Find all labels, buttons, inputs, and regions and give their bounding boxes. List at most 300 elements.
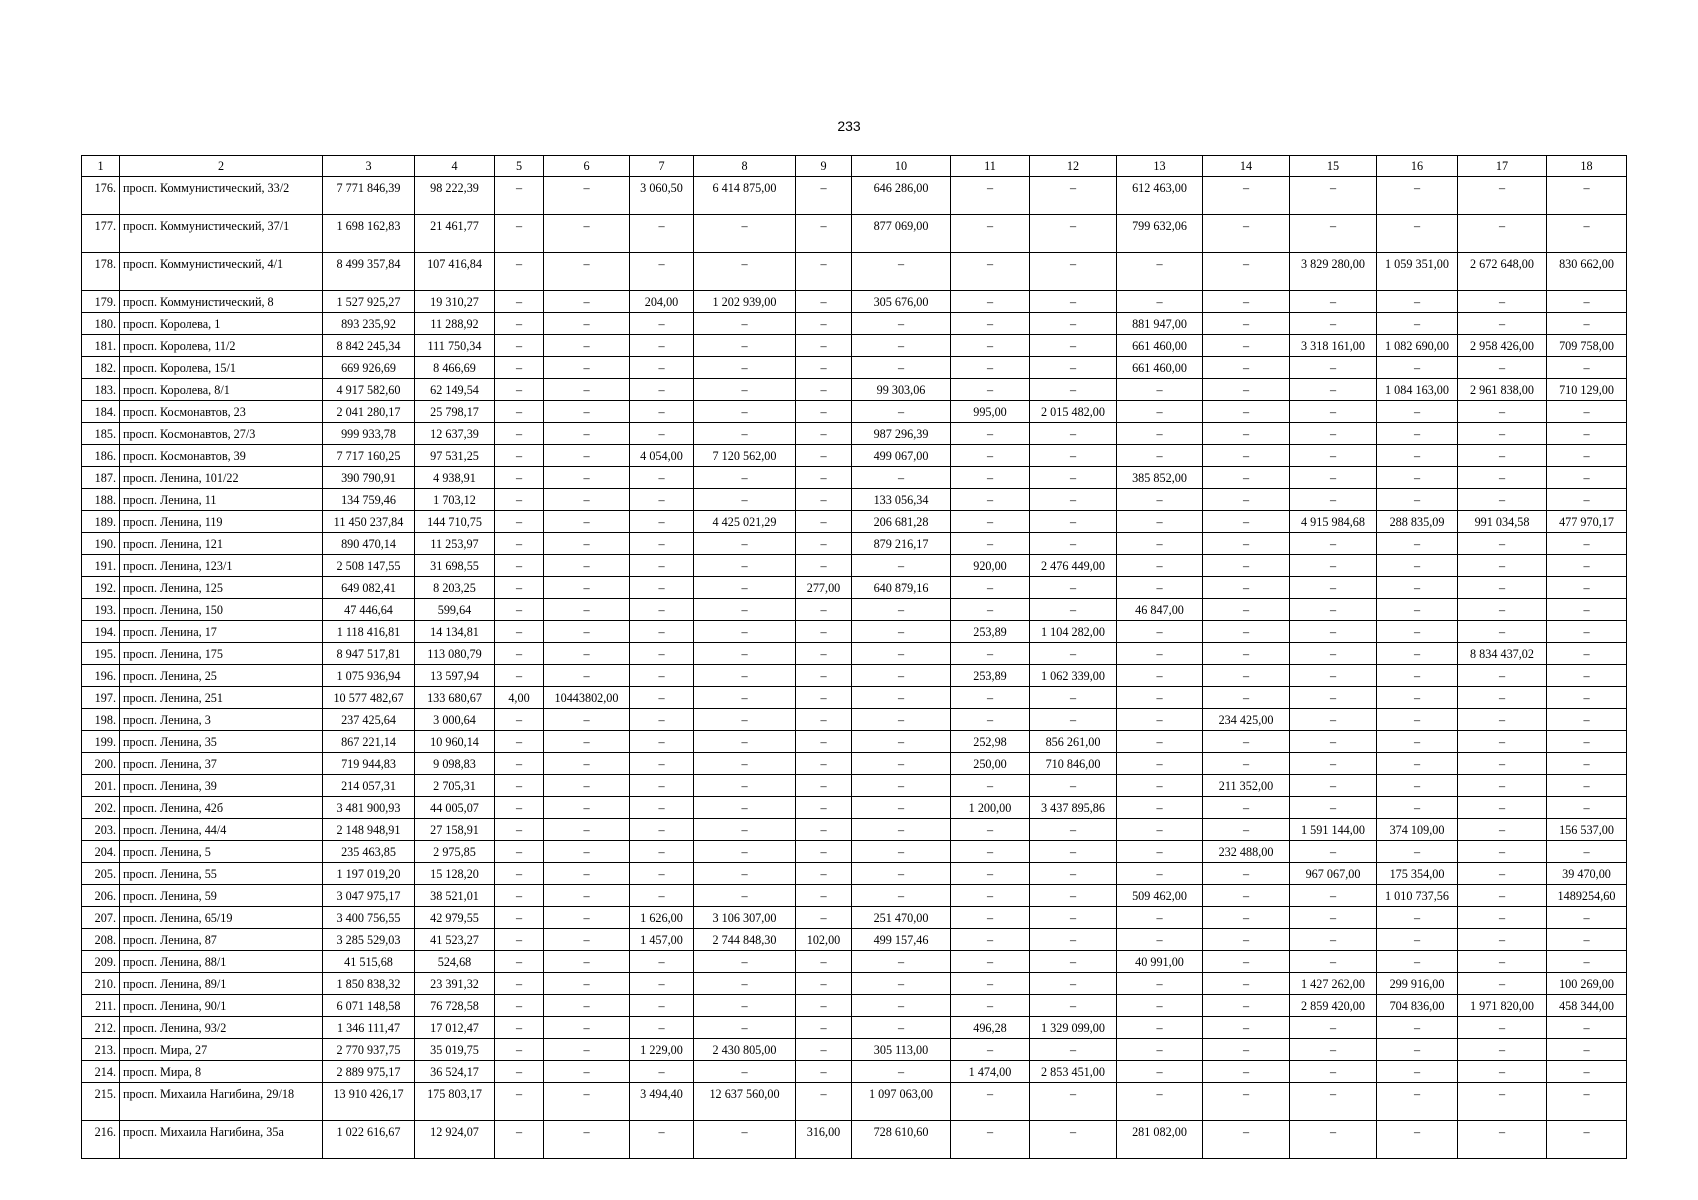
- empty-value-cell: –: [796, 841, 852, 863]
- empty-value-cell: –: [1030, 599, 1117, 621]
- address-cell: просп. Ленина, 101/22: [120, 467, 323, 489]
- empty-value-cell: –: [1030, 775, 1117, 797]
- address-cell: просп. Михаила Нагибина, 35а: [120, 1121, 323, 1159]
- row-number: 210.: [82, 973, 120, 995]
- empty-value-cell: –: [951, 929, 1030, 951]
- column-header-15: 15: [1290, 156, 1377, 177]
- column-header-12: 12: [1030, 156, 1117, 177]
- empty-value-cell: –: [495, 841, 544, 863]
- empty-value-cell: –: [495, 291, 544, 313]
- address-cell: просп. Ленина, 87: [120, 929, 323, 951]
- empty-value-cell: –: [495, 379, 544, 401]
- empty-value-cell: –: [1290, 313, 1377, 335]
- empty-value-cell: –: [1117, 533, 1203, 555]
- empty-value-cell: –: [1203, 489, 1290, 511]
- table-row: [82, 951, 1627, 973]
- value-cell: 39 470,00: [1547, 863, 1627, 885]
- value-cell: 13 910 426,17: [323, 1083, 415, 1121]
- empty-value-cell: –: [1030, 489, 1117, 511]
- empty-value-cell: –: [495, 577, 544, 599]
- empty-value-cell: –: [1458, 291, 1547, 313]
- value-cell: 2 961 838,00: [1458, 379, 1547, 401]
- empty-value-cell: –: [796, 445, 852, 467]
- empty-value-cell: –: [796, 709, 852, 731]
- empty-value-cell: –: [951, 775, 1030, 797]
- empty-value-cell: –: [1203, 177, 1290, 215]
- empty-value-cell: –: [951, 1083, 1030, 1121]
- row-number: 213.: [82, 1039, 120, 1061]
- value-cell: 704 836,00: [1377, 995, 1458, 1017]
- row-number: 198.: [82, 709, 120, 731]
- value-cell: 42 979,55: [415, 907, 495, 929]
- empty-value-cell: –: [1203, 1039, 1290, 1061]
- empty-value-cell: –: [796, 357, 852, 379]
- empty-value-cell: –: [1203, 253, 1290, 291]
- header-row: [82, 156, 1627, 177]
- empty-value-cell: –: [630, 467, 694, 489]
- empty-value-cell: –: [1458, 599, 1547, 621]
- empty-value-cell: –: [852, 467, 951, 489]
- empty-value-cell: –: [1458, 709, 1547, 731]
- value-cell: 661 460,00: [1117, 357, 1203, 379]
- column-header-11: 11: [951, 156, 1030, 177]
- value-cell: 316,00: [796, 1121, 852, 1159]
- empty-value-cell: –: [495, 1121, 544, 1159]
- empty-value-cell: –: [1377, 1039, 1458, 1061]
- empty-value-cell: –: [495, 489, 544, 511]
- value-cell: 25 798,17: [415, 401, 495, 423]
- empty-value-cell: –: [951, 973, 1030, 995]
- address-cell: просп. Ленина, 65/19: [120, 907, 323, 929]
- value-cell: 2 148 948,91: [323, 819, 415, 841]
- value-cell: 234 425,00: [1203, 709, 1290, 731]
- empty-value-cell: –: [1547, 797, 1627, 819]
- value-cell: 3 481 900,93: [323, 797, 415, 819]
- empty-value-cell: –: [1117, 555, 1203, 577]
- empty-value-cell: –: [1290, 215, 1377, 253]
- empty-value-cell: –: [1117, 489, 1203, 511]
- empty-value-cell: –: [951, 379, 1030, 401]
- empty-value-cell: –: [1377, 445, 1458, 467]
- address-cell: просп. Ленина, 123/1: [120, 555, 323, 577]
- row-number: 212.: [82, 1017, 120, 1039]
- value-cell: 1489254,60: [1547, 885, 1627, 907]
- empty-value-cell: –: [1290, 489, 1377, 511]
- table-row: [82, 511, 1627, 533]
- value-cell: 206 681,28: [852, 511, 951, 533]
- row-number: 193.: [82, 599, 120, 621]
- column-header-4: 4: [415, 156, 495, 177]
- value-cell: 1 229,00: [630, 1039, 694, 1061]
- row-number: 203.: [82, 819, 120, 841]
- value-cell: 640 879,16: [852, 577, 951, 599]
- empty-value-cell: –: [544, 335, 630, 357]
- row-number: 202.: [82, 797, 120, 819]
- empty-value-cell: –: [1458, 819, 1547, 841]
- empty-value-cell: –: [1203, 555, 1290, 577]
- value-cell: 509 462,00: [1117, 885, 1203, 907]
- value-cell: 11 450 237,84: [323, 511, 415, 533]
- empty-value-cell: –: [852, 775, 951, 797]
- table-row: [82, 467, 1627, 489]
- empty-value-cell: –: [1547, 687, 1627, 709]
- empty-value-cell: –: [544, 511, 630, 533]
- empty-value-cell: –: [1290, 467, 1377, 489]
- empty-value-cell: –: [1458, 841, 1547, 863]
- empty-value-cell: –: [1290, 731, 1377, 753]
- row-number: 197.: [82, 687, 120, 709]
- value-cell: 799 632,06: [1117, 215, 1203, 253]
- empty-value-cell: –: [796, 753, 852, 775]
- empty-value-cell: –: [1290, 555, 1377, 577]
- empty-value-cell: –: [495, 797, 544, 819]
- row-number: 194.: [82, 621, 120, 643]
- empty-value-cell: –: [1290, 753, 1377, 775]
- value-cell: 156 537,00: [1547, 819, 1627, 841]
- empty-value-cell: –: [1458, 401, 1547, 423]
- value-cell: 277,00: [796, 577, 852, 599]
- empty-value-cell: –: [694, 253, 796, 291]
- empty-value-cell: –: [1377, 1061, 1458, 1083]
- table-row: [82, 797, 1627, 819]
- empty-value-cell: –: [796, 951, 852, 973]
- empty-value-cell: –: [1203, 819, 1290, 841]
- value-cell: 299 916,00: [1377, 973, 1458, 995]
- address-cell: просп. Ленина, 44/4: [120, 819, 323, 841]
- empty-value-cell: –: [1290, 775, 1377, 797]
- empty-value-cell: –: [1547, 753, 1627, 775]
- empty-value-cell: –: [1030, 357, 1117, 379]
- empty-value-cell: –: [1547, 665, 1627, 687]
- empty-value-cell: –: [630, 841, 694, 863]
- table-row: [82, 177, 1627, 215]
- empty-value-cell: –: [1290, 951, 1377, 973]
- empty-value-cell: –: [951, 313, 1030, 335]
- empty-value-cell: –: [1377, 357, 1458, 379]
- empty-value-cell: –: [1547, 907, 1627, 929]
- row-number: 181.: [82, 335, 120, 357]
- address-cell: просп. Космонавтов, 27/3: [120, 423, 323, 445]
- empty-value-cell: –: [1547, 313, 1627, 335]
- value-cell: 612 463,00: [1117, 177, 1203, 215]
- empty-value-cell: –: [1377, 907, 1458, 929]
- address-cell: просп. Ленина, 25: [120, 665, 323, 687]
- address-cell: просп. Коммунистический, 8: [120, 291, 323, 313]
- empty-value-cell: –: [1030, 841, 1117, 863]
- empty-value-cell: –: [852, 643, 951, 665]
- row-number: 188.: [82, 489, 120, 511]
- empty-value-cell: –: [1117, 423, 1203, 445]
- value-cell: 995,00: [951, 401, 1030, 423]
- empty-value-cell: –: [1458, 731, 1547, 753]
- value-cell: 253,89: [951, 665, 1030, 687]
- table-row: [82, 1083, 1627, 1121]
- empty-value-cell: –: [951, 467, 1030, 489]
- empty-value-cell: –: [1203, 1061, 1290, 1083]
- empty-value-cell: –: [694, 797, 796, 819]
- value-cell: 3 318 161,00: [1290, 335, 1377, 357]
- empty-value-cell: –: [1290, 379, 1377, 401]
- empty-value-cell: –: [1377, 951, 1458, 973]
- empty-value-cell: –: [1117, 511, 1203, 533]
- empty-value-cell: –: [1203, 357, 1290, 379]
- column-header-17: 17: [1458, 156, 1547, 177]
- table-row: [82, 841, 1627, 863]
- value-cell: 107 416,84: [415, 253, 495, 291]
- empty-value-cell: –: [1458, 907, 1547, 929]
- empty-value-cell: –: [796, 687, 852, 709]
- table-row: [82, 1039, 1627, 1061]
- value-cell: 10 577 482,67: [323, 687, 415, 709]
- empty-value-cell: –: [694, 731, 796, 753]
- empty-value-cell: –: [1203, 577, 1290, 599]
- row-number: 180.: [82, 313, 120, 335]
- value-cell: 10443802,00: [544, 687, 630, 709]
- value-cell: 175 354,00: [1377, 863, 1458, 885]
- empty-value-cell: –: [1377, 797, 1458, 819]
- empty-value-cell: –: [694, 489, 796, 511]
- empty-value-cell: –: [544, 819, 630, 841]
- empty-value-cell: –: [1290, 1017, 1377, 1039]
- empty-value-cell: –: [852, 401, 951, 423]
- empty-value-cell: –: [544, 863, 630, 885]
- empty-value-cell: –: [1547, 731, 1627, 753]
- empty-value-cell: –: [1547, 1017, 1627, 1039]
- empty-value-cell: –: [1290, 1061, 1377, 1083]
- table-row: [82, 775, 1627, 797]
- empty-value-cell: –: [1203, 215, 1290, 253]
- empty-value-cell: –: [544, 951, 630, 973]
- empty-value-cell: –: [544, 599, 630, 621]
- value-cell: 385 852,00: [1117, 467, 1203, 489]
- value-cell: 881 947,00: [1117, 313, 1203, 335]
- empty-value-cell: –: [694, 709, 796, 731]
- empty-value-cell: –: [1030, 863, 1117, 885]
- table-row: [82, 1017, 1627, 1039]
- empty-value-cell: –: [495, 665, 544, 687]
- empty-value-cell: –: [495, 511, 544, 533]
- empty-value-cell: –: [1458, 313, 1547, 335]
- empty-value-cell: –: [1458, 423, 1547, 445]
- empty-value-cell: –: [544, 215, 630, 253]
- row-number: 184.: [82, 401, 120, 423]
- value-cell: 100 269,00: [1547, 973, 1627, 995]
- value-cell: 1 346 111,47: [323, 1017, 415, 1039]
- column-header-9: 9: [796, 156, 852, 177]
- value-cell: 11 288,92: [415, 313, 495, 335]
- empty-value-cell: –: [694, 1017, 796, 1039]
- empty-value-cell: –: [796, 863, 852, 885]
- empty-value-cell: –: [796, 973, 852, 995]
- value-cell: 9 098,83: [415, 753, 495, 775]
- empty-value-cell: –: [1290, 401, 1377, 423]
- value-cell: 62 149,54: [415, 379, 495, 401]
- empty-value-cell: –: [1458, 621, 1547, 643]
- empty-value-cell: –: [1458, 467, 1547, 489]
- empty-value-cell: –: [1290, 291, 1377, 313]
- empty-value-cell: –: [630, 665, 694, 687]
- empty-value-cell: –: [1547, 423, 1627, 445]
- value-cell: 8 834 437,02: [1458, 643, 1547, 665]
- row-number: 201.: [82, 775, 120, 797]
- value-cell: 36 524,17: [415, 1061, 495, 1083]
- empty-value-cell: –: [1377, 313, 1458, 335]
- empty-value-cell: –: [544, 313, 630, 335]
- empty-value-cell: –: [796, 643, 852, 665]
- empty-value-cell: –: [1458, 177, 1547, 215]
- table-row: [82, 423, 1627, 445]
- empty-value-cell: –: [495, 467, 544, 489]
- empty-value-cell: –: [1030, 819, 1117, 841]
- empty-value-cell: –: [1547, 445, 1627, 467]
- empty-value-cell: –: [630, 379, 694, 401]
- empty-value-cell: –: [495, 177, 544, 215]
- empty-value-cell: –: [1117, 995, 1203, 1017]
- empty-value-cell: –: [1547, 533, 1627, 555]
- empty-value-cell: –: [544, 489, 630, 511]
- empty-value-cell: –: [495, 1061, 544, 1083]
- empty-value-cell: –: [1030, 687, 1117, 709]
- table-row: [82, 687, 1627, 709]
- empty-value-cell: –: [630, 819, 694, 841]
- empty-value-cell: –: [1377, 1083, 1458, 1121]
- address-cell: просп. Ленина, 37: [120, 753, 323, 775]
- address-cell: просп. Ленина, 3: [120, 709, 323, 731]
- empty-value-cell: –: [1117, 797, 1203, 819]
- empty-value-cell: –: [951, 215, 1030, 253]
- table-row: [82, 973, 1627, 995]
- empty-value-cell: –: [1030, 885, 1117, 907]
- table-row: [82, 555, 1627, 577]
- value-cell: 253,89: [951, 621, 1030, 643]
- empty-value-cell: –: [796, 489, 852, 511]
- empty-value-cell: –: [1377, 1017, 1458, 1039]
- value-cell: 3 285 529,03: [323, 929, 415, 951]
- value-cell: 99 303,06: [852, 379, 951, 401]
- empty-value-cell: –: [1203, 687, 1290, 709]
- empty-value-cell: –: [1547, 621, 1627, 643]
- empty-value-cell: –: [1547, 1039, 1627, 1061]
- empty-value-cell: –: [1377, 291, 1458, 313]
- value-cell: 1 062 339,00: [1030, 665, 1117, 687]
- empty-value-cell: –: [1377, 643, 1458, 665]
- empty-value-cell: –: [544, 797, 630, 819]
- table-row: [82, 929, 1627, 951]
- address-cell: просп. Ленина, 11: [120, 489, 323, 511]
- empty-value-cell: –: [852, 995, 951, 1017]
- column-header-3: 3: [323, 156, 415, 177]
- value-cell: 991 034,58: [1458, 511, 1547, 533]
- empty-value-cell: –: [1290, 665, 1377, 687]
- value-cell: 1 329 099,00: [1030, 1017, 1117, 1039]
- value-cell: 8 466,69: [415, 357, 495, 379]
- table-row: [82, 533, 1627, 555]
- empty-value-cell: –: [630, 621, 694, 643]
- value-cell: 98 222,39: [415, 177, 495, 215]
- value-cell: 21 461,77: [415, 215, 495, 253]
- empty-value-cell: –: [495, 445, 544, 467]
- empty-value-cell: –: [852, 951, 951, 973]
- address-cell: просп. Мира, 8: [120, 1061, 323, 1083]
- empty-value-cell: –: [796, 215, 852, 253]
- value-cell: 3 400 756,55: [323, 907, 415, 929]
- empty-value-cell: –: [694, 401, 796, 423]
- empty-value-cell: –: [694, 467, 796, 489]
- empty-value-cell: –: [630, 885, 694, 907]
- address-cell: просп. Ленина, 150: [120, 599, 323, 621]
- value-cell: 2 672 648,00: [1458, 253, 1547, 291]
- value-cell: 1 626,00: [630, 907, 694, 929]
- column-header-18: 18: [1547, 156, 1627, 177]
- empty-value-cell: –: [1117, 621, 1203, 643]
- empty-value-cell: –: [630, 423, 694, 445]
- empty-value-cell: –: [1377, 687, 1458, 709]
- empty-value-cell: –: [544, 253, 630, 291]
- value-cell: 646 286,00: [852, 177, 951, 215]
- empty-value-cell: –: [796, 819, 852, 841]
- table-row: [82, 577, 1627, 599]
- empty-value-cell: –: [852, 555, 951, 577]
- empty-value-cell: –: [630, 599, 694, 621]
- empty-value-cell: –: [1547, 709, 1627, 731]
- table-row: [82, 643, 1627, 665]
- empty-value-cell: –: [495, 863, 544, 885]
- empty-value-cell: –: [796, 291, 852, 313]
- empty-value-cell: –: [1458, 973, 1547, 995]
- address-cell: просп. Ленина, 175: [120, 643, 323, 665]
- empty-value-cell: –: [852, 1017, 951, 1039]
- value-cell: 38 521,01: [415, 885, 495, 907]
- empty-value-cell: –: [1117, 401, 1203, 423]
- empty-value-cell: –: [1547, 1083, 1627, 1121]
- empty-value-cell: –: [1547, 401, 1627, 423]
- empty-value-cell: –: [1458, 775, 1547, 797]
- empty-value-cell: –: [544, 1039, 630, 1061]
- table-row: [82, 253, 1627, 291]
- empty-value-cell: –: [544, 1121, 630, 1159]
- column-header-13: 13: [1117, 156, 1203, 177]
- empty-value-cell: –: [495, 357, 544, 379]
- empty-value-cell: –: [1547, 643, 1627, 665]
- value-cell: 374 109,00: [1377, 819, 1458, 841]
- value-cell: 2 430 805,00: [694, 1039, 796, 1061]
- empty-value-cell: –: [1203, 1017, 1290, 1039]
- value-cell: 3 829 280,00: [1290, 253, 1377, 291]
- empty-value-cell: –: [1458, 1017, 1547, 1039]
- empty-value-cell: –: [495, 819, 544, 841]
- empty-value-cell: –: [1377, 533, 1458, 555]
- value-cell: 830 662,00: [1547, 253, 1627, 291]
- empty-value-cell: –: [796, 775, 852, 797]
- empty-value-cell: –: [951, 445, 1030, 467]
- value-cell: 499 067,00: [852, 445, 951, 467]
- empty-value-cell: –: [495, 1083, 544, 1121]
- empty-value-cell: –: [544, 379, 630, 401]
- empty-value-cell: –: [1547, 929, 1627, 951]
- empty-value-cell: –: [852, 885, 951, 907]
- empty-value-cell: –: [544, 841, 630, 863]
- empty-value-cell: –: [796, 401, 852, 423]
- empty-value-cell: –: [852, 1061, 951, 1083]
- table-row: [82, 753, 1627, 775]
- value-cell: 41 523,27: [415, 929, 495, 951]
- value-cell: 877 069,00: [852, 215, 951, 253]
- value-cell: 144 710,75: [415, 511, 495, 533]
- empty-value-cell: –: [852, 863, 951, 885]
- empty-value-cell: –: [1458, 753, 1547, 775]
- empty-value-cell: –: [1117, 709, 1203, 731]
- table-row: [82, 335, 1627, 357]
